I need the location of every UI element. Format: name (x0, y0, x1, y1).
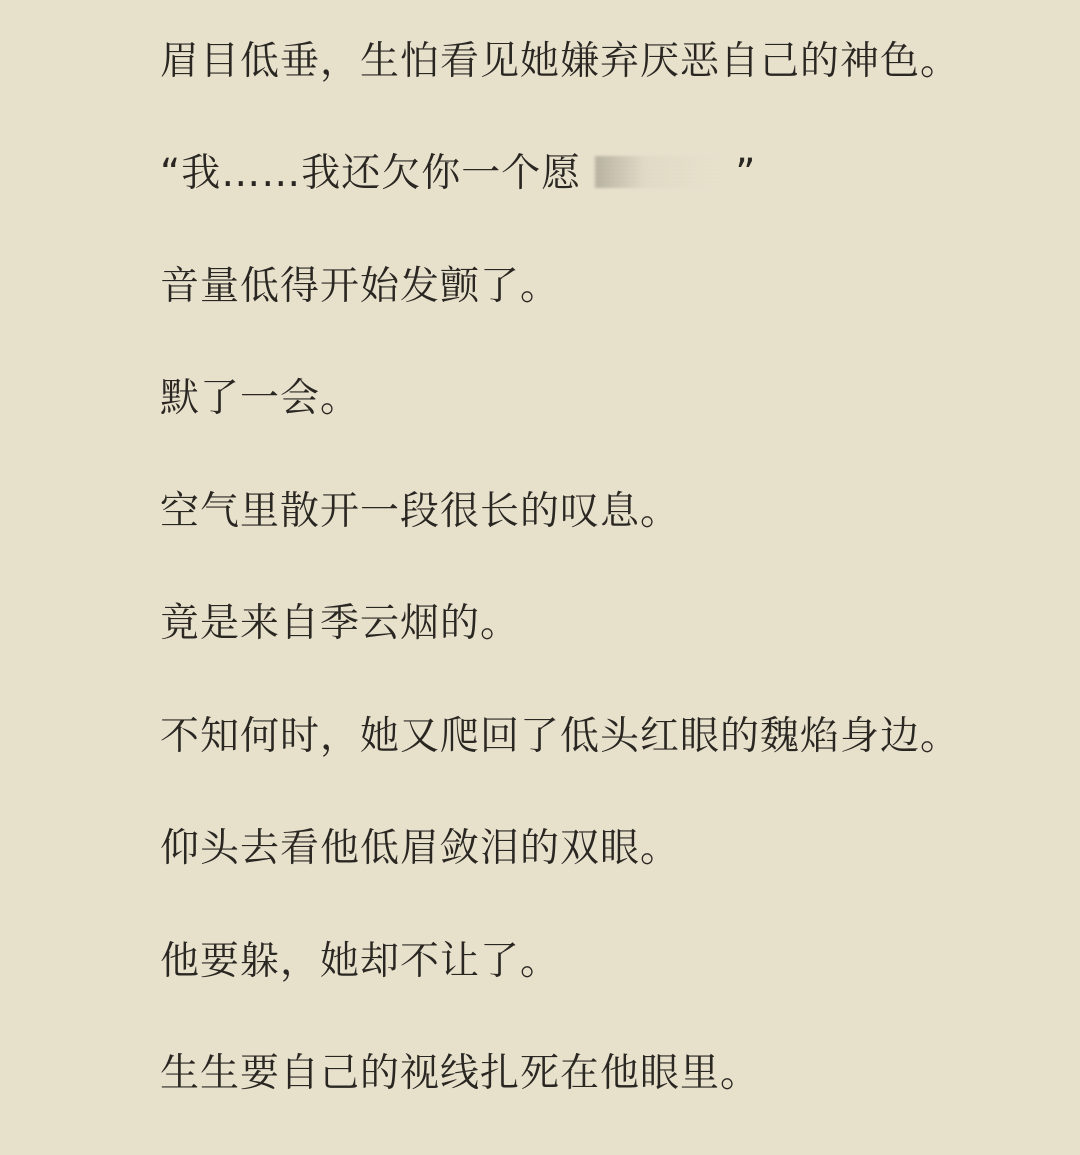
text-line-10: 生生要自己的视线扎死在他眼里。 (160, 1051, 761, 1096)
closing-quote: ” (735, 151, 757, 196)
text-line-6: 竟是来自季云烟的。 (160, 601, 521, 646)
dialogue-text: “我……我还欠你一个愿 (160, 151, 582, 196)
text-line-5: 空气里散开一段很长的叹息。 (160, 489, 681, 534)
text-line-4: 默了一会。 (160, 376, 361, 421)
text-line-8: 仰头去看他低眉敛泪的双眼。 (160, 826, 681, 871)
blur-overlay (595, 157, 721, 189)
text-line-9: 他要躲，她却不让了。 (160, 939, 561, 984)
text-line-3: 音量低得开始发颤了。 (160, 264, 561, 309)
blurred-text-mask (581, 153, 721, 193)
text-line-1: 眉目低垂，生怕看见她嫌弃厌恶自己的神色。 (160, 39, 961, 84)
text-line-7: 不知何时，她又爬回了低头红眼的魏焰身边。 (160, 714, 961, 759)
text-line-2 (160, 146, 756, 202)
